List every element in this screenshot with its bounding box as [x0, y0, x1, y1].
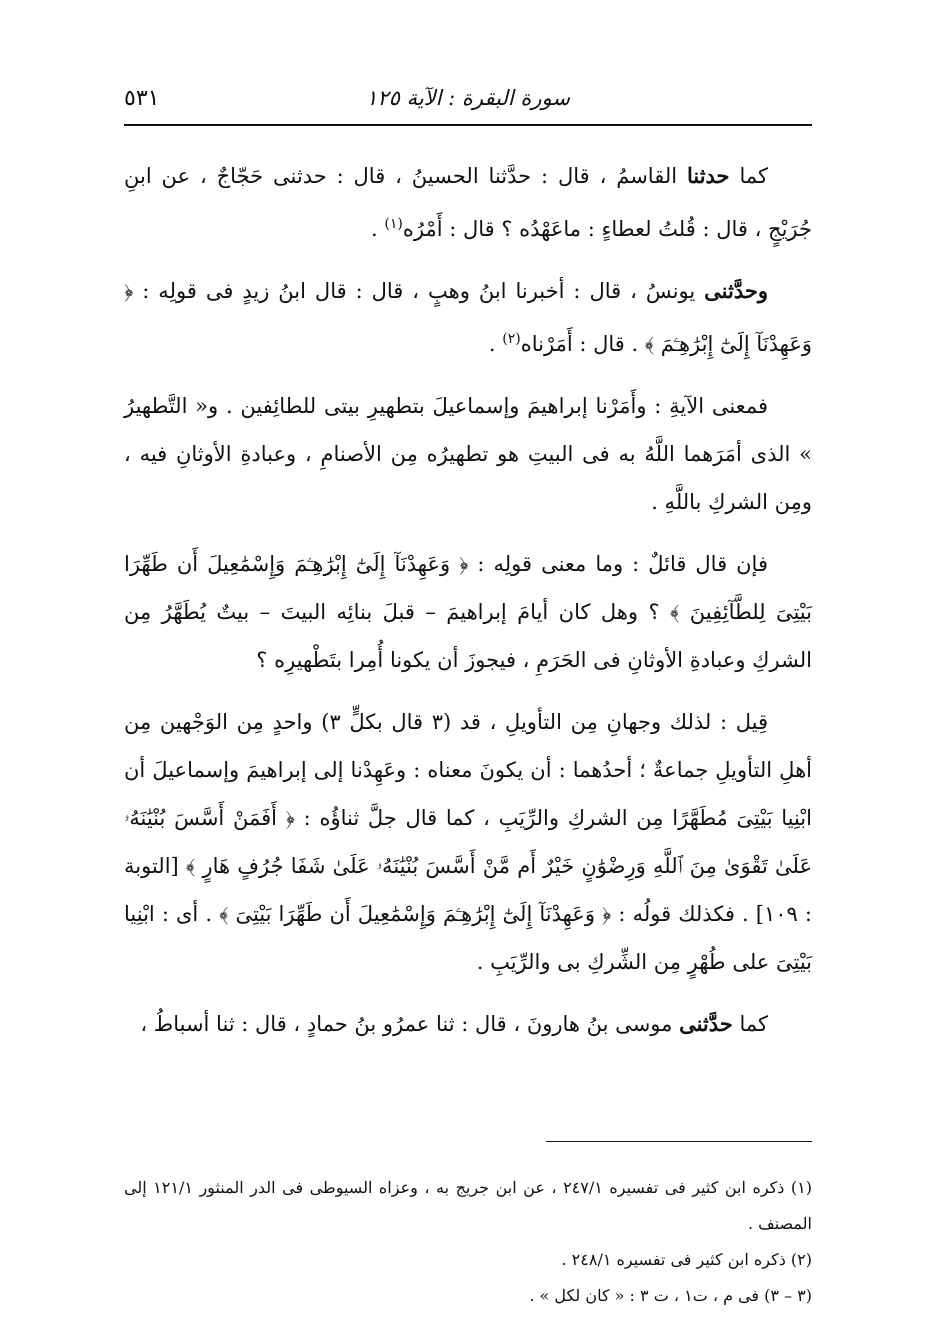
paragraph-2-isnad-verb: وحدَّثنى — [704, 278, 768, 303]
footnote-marker-1: (١) — [384, 216, 403, 232]
footnote-marker-2: (٢) — [502, 331, 521, 347]
footnote-1: (١) ذكره ابن كثير فى تفسيره ٢٤٧/١ ، عن ابن جريج به ، وعزاه السيوطى فى الدر المنثور ١٢١/١ إلى المصنف . — [124, 1178, 812, 1233]
footnote-2: (٢) ذكره ابن كثير فى تفسيره ٢٤٨/١ . — [561, 1250, 812, 1269]
footnote-rule — [546, 1141, 812, 1142]
paragraph-2-text: يونسُ ، قال : أخبرنا ابنُ وهبٍ ، قال : قال ابنُ زيدٍ فى قولِه : ﴿ وَعَهِدْنَآ إِلَىٰٓ إِبْرَٰهِـۧمَ ﴾ . قال : أَمَرْناه — [124, 279, 812, 356]
body-text — [124, 152, 812, 1062]
paragraph-6-isnad-verb: حدَّثنى — [679, 1011, 733, 1036]
paragraph-1-text: القاسمُ ، قال : حدَّثنا الحسينُ ، قال : حدثنى حَجّاجٌ ، عن ابنِ جُرَيْجٍ ، قال : قُلتُ لعطاءٍ : ماعَهْدُه ؟ قال : أَمْرُه — [124, 164, 812, 241]
paragraph-1-lead: كما — [739, 164, 768, 188]
paragraph-1-isnad-verb: حدثنا — [686, 163, 730, 188]
paragraph-5: قِيل : لذلك وجهانِ مِن التأويلِ ، قد (٣ قال بكلٍّ ٣) واحدٍ مِن الوَجْهين مِن أهلِ التأويلِ جماعةٌ ؛ أحدُهما : أن يكونَ معناه : وعَهِدْنا إلى إبراهيمَ وإسماعيلَ أن ابْنِيا بَيْتِىَ مُطَهَّرًا مِن الشركِ والرِّيَبِ ، كما قال جلَّ ثناؤُه : ﴿ أَفَمَنْ أَسَّسَ بُنْيَٰنَهُۥ عَلَىٰ تَقْوَىٰ مِنَ ٱللَّهِ وَرِضْوَٰنٍ خَيْرٌ أَم مَّنْ أَسَّسَ بُنْيَٰنَهُۥ عَلَىٰ شَفَا جُرُفٍ هَارٍ ﴾ [التوبة : ١٠٩] . فكذلك قولُه : ﴿ وَعَهِدْنَآ إِلَىٰٓ إِبْرَٰهِـۧمَ وَإِسْمَٰعِيلَ أَن طَهِّرَا بَيْتِىَ ﴾ . أى : ابْنِيا بَيْتِىَ على طُهْرٍ مِن الشِّركِ بى والرِّيَبِ . — [124, 710, 812, 974]
paragraph-3: فمعنى الآيةِ : وأَمَرْنا إبراهيمَ وإسماعيلَ بتطهيرِ بيتى للطائِفين . و« التَّطهيرُ » الذى أمَرَهما اللَّهُ به فى البيتِ هو تطهيرُه مِن الأصنامِ ، وعبادةِ الأوثانِ فيه ، ومِن الشركِ باللَّهِ . — [124, 394, 812, 514]
paragraph-2-end: . — [488, 332, 503, 356]
footnote-3: (٣ – ٣) فى م ، ت١ ، ت ٣ : « كان لكل » . — [529, 1286, 812, 1305]
paragraph-6-text: موسى بنُ هارونَ ، قال : ثنا عمرُو بنُ حمادٍ ، قال : ثنا أسباطُ ، — [140, 1012, 680, 1036]
header-title: سورة البقرة : الآية ١٢٥ — [366, 86, 570, 110]
paragraph-1-end: . — [371, 217, 385, 241]
page-number: ٥٣١ — [124, 86, 160, 111]
paragraph-6-lead: كما — [739, 1012, 768, 1036]
paragraph-4: فإن قال قائلٌ : وما معنى قولِه : ﴿ وَعَهِدْنَآ إِلَىٰٓ إِبْرَٰهِـۧمَ وَإِسْمَٰعِيلَ أَن طَهِّرَا بَيْتِىَ لِلطَّآئِفِينَ ﴾ ؟ وهل كان أيامَ إبراهيمَ – قبلَ بنائِه البيتَ – بيتٌ يُطَهَّرُ مِن الشركِ وعبادةِ الأوثانِ فى الحَرَمِ ، فيجوزَ أن يكونا أُمِرا بتَطْهيرِه ؟ — [124, 552, 812, 672]
paragraph-2 — [124, 267, 812, 368]
running-head — [124, 84, 812, 126]
paragraph-1 — [124, 152, 812, 253]
paragraph-6 — [124, 1000, 812, 1048]
footnotes — [124, 1170, 812, 1314]
